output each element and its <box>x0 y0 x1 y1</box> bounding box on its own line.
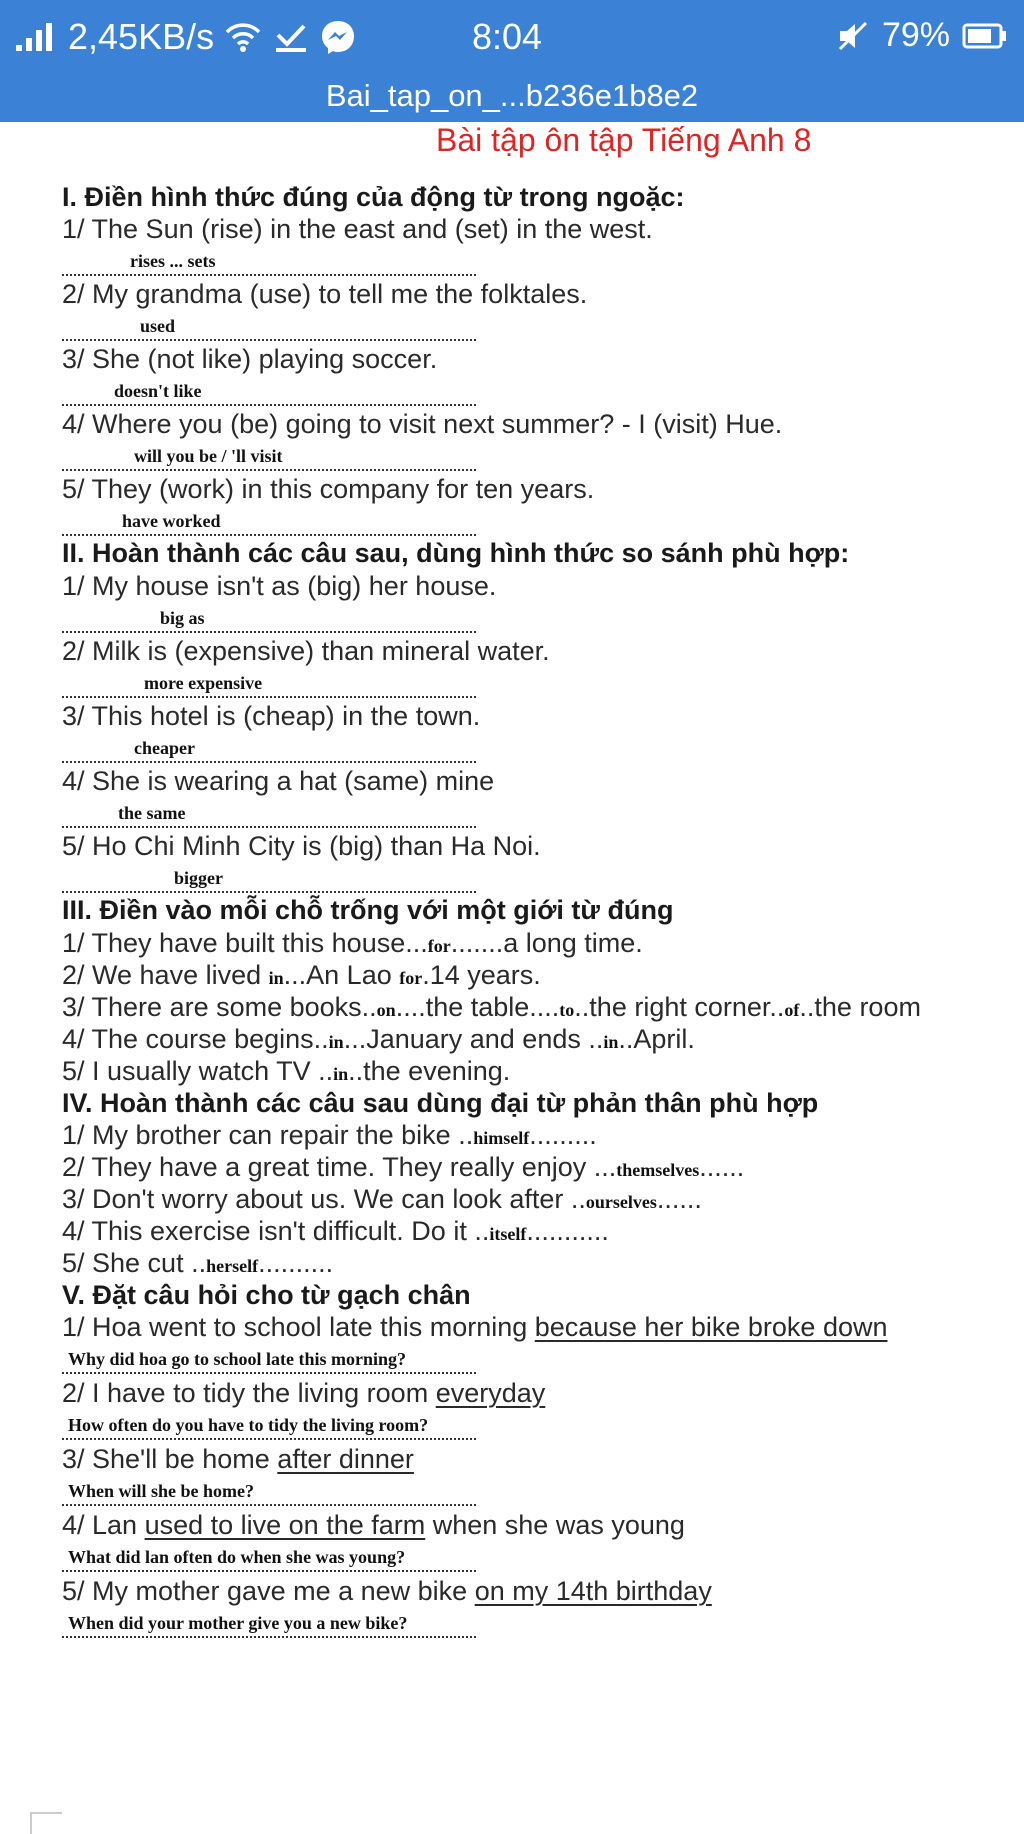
answer-line <box>62 506 476 536</box>
question-text: 5/ She cut ..herself.......... <box>62 1248 334 1278</box>
question-text: 3/ She'll be home after dinner <box>62 1444 414 1474</box>
fill-answer: for <box>399 968 423 988</box>
messenger-icon <box>320 19 356 55</box>
question-text: 1/ My brother can repair the bike ..himself......... <box>62 1120 597 1150</box>
answer-text: When will she be home? <box>68 1481 255 1501</box>
question-text: 5/ I usually watch TV ..in..the evening. <box>62 1056 511 1086</box>
document-title: Bai_tap_on_...b236e1b8e2 <box>325 78 699 113</box>
question-text: 5/ Ho Chi Minh City is (big) than Ha Noi. <box>62 831 541 861</box>
answer-line <box>62 603 476 633</box>
question-text: 4/ This exercise isn't difficult. Do it ..itself........... <box>62 1216 609 1246</box>
question-text: 1/ They have built this house...for.......a long time. <box>62 928 643 958</box>
answer-line <box>62 1542 476 1572</box>
fill-answer: on <box>376 1000 396 1020</box>
fill-answer: to <box>559 1000 575 1020</box>
underlined-phrase: everyday <box>435 1378 546 1408</box>
fill-answer: ourselves <box>585 1192 657 1212</box>
answer-text: used <box>140 316 176 336</box>
fill-answer: in <box>328 1032 344 1052</box>
answer-line <box>62 1410 476 1440</box>
battery-percent: 79% <box>881 16 950 54</box>
document-heading: Bài tập ôn tập Tiếng Anh 8 <box>436 122 812 158</box>
answer-text: big as <box>160 608 205 628</box>
clock: 8:04 <box>472 16 543 57</box>
top-bar <box>0 0 1024 122</box>
question-text: 2/ They have a great time. They really enjoy ...themselves...... <box>62 1152 745 1182</box>
question-text: 3/ There are some books..on....the table....to..the right corner..of..the room <box>62 992 921 1022</box>
answer-text: rises ... sets <box>130 251 216 271</box>
fill-answer: in <box>333 1064 349 1084</box>
answer-text: Why did hoa go to school late this morning? <box>68 1349 407 1369</box>
question-text: 5/ They (work) in this company for ten years. <box>62 474 595 504</box>
answer-line <box>62 1344 476 1374</box>
fill-answer: in <box>603 1032 619 1052</box>
question-text: 2/ Milk is (expensive) than mineral water. <box>62 636 550 666</box>
answer-line <box>62 441 476 471</box>
download-check-icon <box>272 21 310 53</box>
question-text: 1/ The Sun (rise) in the east and (set) in the west. <box>62 214 653 244</box>
answer-line <box>62 863 476 893</box>
page-corner-mark <box>30 1812 62 1834</box>
fill-answer: himself <box>473 1128 530 1148</box>
mute-icon <box>836 19 870 53</box>
answer-text: will you be / 'll visit <box>134 446 283 466</box>
fill-answer: themselves <box>616 1160 700 1180</box>
question-text: 1/ Hoa went to school late this morning because her bike broke down <box>62 1312 888 1342</box>
battery-icon <box>962 22 1008 50</box>
fill-answer: of <box>784 1000 800 1020</box>
fill-answer: itself <box>489 1224 527 1244</box>
network-speed: 2,45KB/s <box>68 16 215 57</box>
document-page[interactable] <box>0 122 1024 1820</box>
fill-answer: in <box>268 968 284 988</box>
section-4-title: IV. Hoàn thành các câu sau dùng đại từ phản thân phù hợp <box>62 1088 819 1118</box>
answer-text: the same <box>118 803 186 823</box>
question-text: 4/ She is wearing a hat (same) mine <box>62 766 495 796</box>
section-5-title: V. Đặt câu hỏi cho từ gạch chân <box>62 1280 471 1310</box>
question-text: 5/ My mother gave me a new bike on my 14th birthday <box>62 1576 712 1606</box>
question-text: 3/ Don't worry about us. We can look after ..ourselves...... <box>62 1184 702 1214</box>
section-1-title: I. Điền hình thức đúng của động từ trong ngoặc: <box>62 182 685 212</box>
question-text: 3/ She (not like) playing soccer. <box>62 344 438 374</box>
section-3-title: III. Điền vào mỗi chỗ trống với một giới từ đúng <box>62 895 674 925</box>
answer-line <box>62 376 476 406</box>
question-text: 4/ Where you (be) going to visit next summer? - I (visit) Hue. <box>62 409 783 439</box>
answer-text: more expensive <box>144 673 263 693</box>
underlined-phrase: after dinner <box>277 1444 414 1474</box>
answer-line <box>62 798 476 828</box>
underlined-phrase: on my 14th birthday <box>474 1576 712 1606</box>
question-text: 1/ My house isn't as (big) her house. <box>62 571 497 601</box>
answer-line <box>62 246 476 276</box>
underlined-phrase: used to live on the farm <box>144 1510 426 1540</box>
underlined-phrase: because her bike broke down <box>534 1312 888 1342</box>
status-bar <box>0 0 1024 72</box>
answer-line <box>62 1476 476 1506</box>
answer-text: have worked <box>122 511 221 531</box>
question-text: 2/ My grandma (use) to tell me the folktales. <box>62 279 588 309</box>
wifi-icon <box>224 21 262 53</box>
question-text: 4/ The course begins..in...January and ends ..in..April. <box>62 1024 695 1054</box>
answer-text: How often do you have to tidy the living room? <box>68 1415 429 1435</box>
answer-text: cheaper <box>134 738 195 758</box>
answer-text: When did your mother give you a new bike? <box>68 1613 408 1633</box>
answer-line <box>62 733 476 763</box>
answer-text: bigger <box>174 868 223 888</box>
question-text: 2/ We have lived in...An Lao for.14 years. <box>62 960 541 990</box>
answer-line <box>62 1608 476 1638</box>
section-2-title: II. Hoàn thành các câu sau, dùng hình thức so sánh phù hợp: <box>62 538 850 568</box>
answer-line <box>62 311 476 341</box>
question-text: 3/ This hotel is (cheap) in the town. <box>62 701 481 731</box>
answer-text: What did lan often do when she was young? <box>68 1547 406 1567</box>
fill-answer: for <box>427 936 451 956</box>
signal-icon <box>14 21 58 53</box>
question-text: 2/ I have to tidy the living room everyday <box>62 1378 546 1408</box>
fill-answer: herself <box>206 1256 259 1276</box>
question-text: 4/ Lan used to live on the farm when she was young <box>62 1510 685 1540</box>
answer-line <box>62 668 476 698</box>
answer-text: doesn't like <box>114 381 202 401</box>
